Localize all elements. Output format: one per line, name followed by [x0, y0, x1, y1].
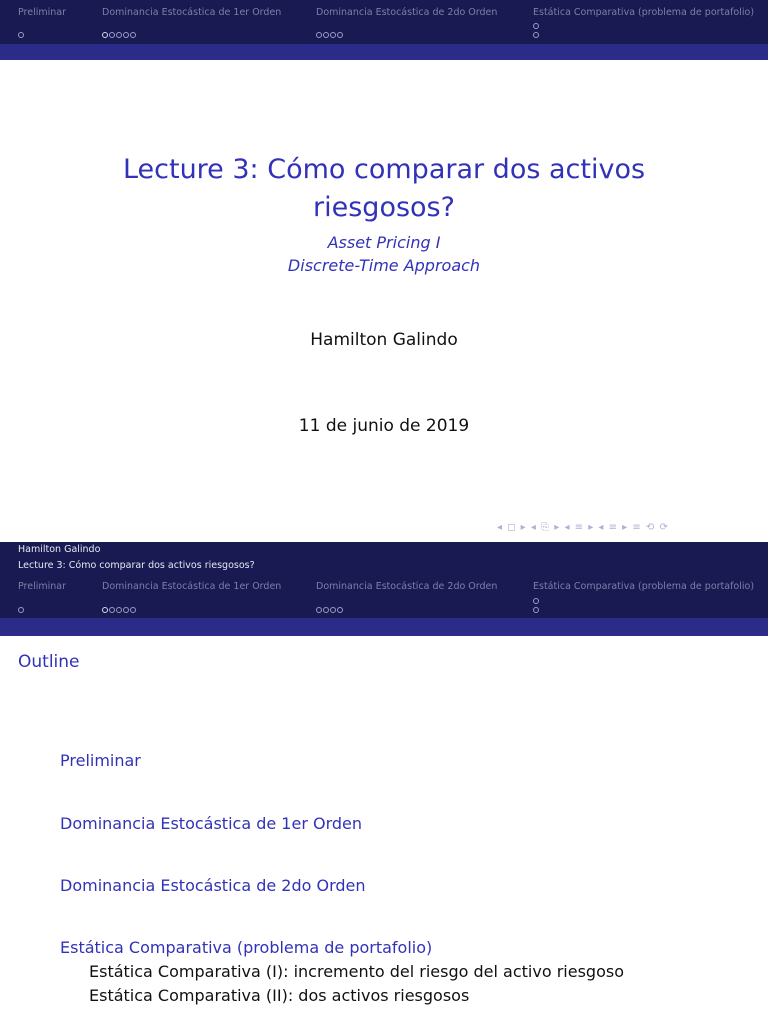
nav-dots-preliminar[interactable]: [18, 23, 25, 42]
nav-dot-icon[interactable]: [116, 607, 122, 613]
nav-dot-icon[interactable]: [316, 32, 322, 38]
nav-dots-second-order[interactable]: [316, 23, 344, 42]
header-lecture-title: Lecture 3: Cómo comparar dos activos riesgosos?: [18, 560, 255, 571]
beamer-navigation-icons[interactable]: ◂ ◻ ▸ ◂ ⎘ ▸ ◂ ≡ ▸ ◂ ≡ ▸ ≡ ⟲ ⟳: [497, 522, 669, 533]
nav-dot-icon[interactable]: [123, 32, 129, 38]
nav-dot-icon[interactable]: [102, 32, 108, 38]
author-name: Hamilton Galindo: [310, 330, 458, 350]
nav-dots-comparative-statics[interactable]: [533, 23, 540, 41]
nav-dot-icon[interactable]: [316, 607, 322, 613]
header-accent-bar: [0, 44, 768, 60]
nav-dot-icon[interactable]: [130, 32, 136, 38]
nav-dot-icon[interactable]: [323, 32, 329, 38]
toc-item-second-order[interactable]: Dominancia Estocástica de 2do Orden: [60, 876, 366, 895]
lecture-title-line1: Lecture 3: Cómo comparar dos activos: [122, 154, 646, 185]
subtitle-line1: Asset Pricing I: [327, 233, 441, 252]
subtitle-line2: Discrete-Time Approach: [287, 256, 481, 275]
nav-dots-preliminar-2[interactable]: [18, 598, 25, 617]
nav-dots-first-order[interactable]: [102, 23, 137, 42]
toc-item-first-order[interactable]: Dominancia Estocástica de 1er Orden: [60, 814, 363, 833]
nav-section-second-order[interactable]: Dominancia Estocástica de 2do Orden: [316, 7, 498, 18]
lecture-title-line2: riesgosos?: [313, 192, 455, 223]
nav-dot-icon[interactable]: [337, 32, 343, 38]
nav-section-comparative-statics-2[interactable]: Estática Comparativa (problema de portafolio): [533, 581, 755, 592]
nav-dot-icon[interactable]: [18, 32, 24, 38]
nav-dot-icon[interactable]: [337, 607, 343, 613]
nav-dot-icon[interactable]: [323, 607, 329, 613]
outline-heading: Outline: [18, 652, 80, 672]
toc-subitem-risk-increase[interactable]: Estática Comparativa (I): incremento del riesgo del activo riesgoso: [89, 962, 624, 981]
slide2-header-bar: [0, 542, 768, 618]
nav-dot-icon[interactable]: [116, 32, 122, 38]
nav-dots-second-order-2[interactable]: [316, 598, 344, 617]
nav-dot-icon[interactable]: [533, 607, 539, 613]
nav-dot-icon[interactable]: [109, 607, 115, 613]
top-nav-bar: [0, 0, 768, 44]
nav-dot-icon[interactable]: [330, 32, 336, 38]
toc-item-preliminar[interactable]: Preliminar: [60, 751, 141, 770]
nav-section-preliminar-2[interactable]: Preliminar: [18, 581, 67, 592]
nav-dot-icon[interactable]: [109, 32, 115, 38]
nav-dot-icon[interactable]: [533, 598, 539, 604]
nav-dot-icon[interactable]: [533, 23, 539, 29]
toc-subitem-two-risky-assets[interactable]: Estática Comparativa (II): dos activos riesgosos: [89, 986, 470, 1005]
nav-dot-icon[interactable]: [18, 607, 24, 613]
nav-dot-icon[interactable]: [123, 607, 129, 613]
header-author: Hamilton Galindo: [18, 544, 101, 555]
nav-dot-icon[interactable]: [130, 607, 136, 613]
nav-section-first-order[interactable]: Dominancia Estocástica de 1er Orden: [102, 7, 282, 18]
nav-section-comparative-statics[interactable]: Estática Comparativa (problema de portafolio): [533, 7, 755, 18]
slide2-accent-bar: [0, 618, 768, 636]
presentation-date: 11 de junio de 2019: [298, 416, 470, 436]
nav-dots-first-order-2[interactable]: [102, 598, 137, 617]
nav-dots-comparative-statics-2[interactable]: [533, 598, 540, 616]
toc-item-comparative-statics[interactable]: Estática Comparativa (problema de portafolio): [60, 938, 433, 957]
nav-section-first-order-2[interactable]: Dominancia Estocástica de 1er Orden: [102, 581, 282, 592]
nav-section-second-order-2[interactable]: Dominancia Estocástica de 2do Orden: [316, 581, 498, 592]
nav-dot-icon[interactable]: [330, 607, 336, 613]
nav-dot-icon[interactable]: [102, 607, 108, 613]
nav-dot-icon[interactable]: [533, 32, 539, 38]
nav-section-preliminar[interactable]: Preliminar: [18, 7, 67, 18]
